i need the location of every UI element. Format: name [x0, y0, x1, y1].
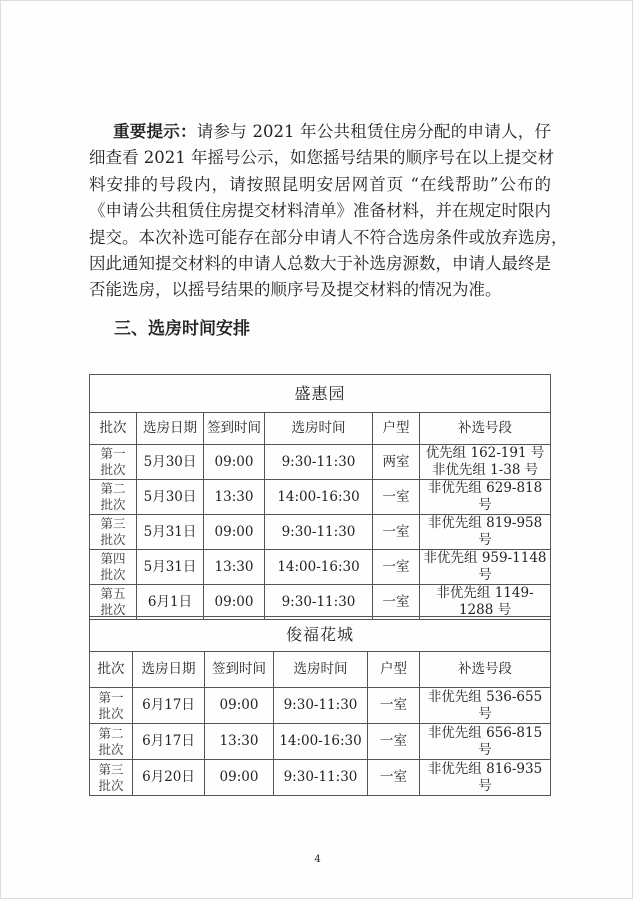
notice-line: 《申请公共租赁住房提交材料清单》准备材料，并在规定时限内: [89, 201, 551, 221]
table-title: 俊福花城: [90, 617, 551, 652]
cell-range: 非优先组 629-818 号: [420, 480, 551, 515]
cell-date: 6月17日: [133, 724, 205, 760]
cell-time: 14:00-16:30: [274, 724, 368, 760]
cell-checkin: 13:30: [204, 550, 265, 585]
column-header: 选房时间: [265, 413, 373, 445]
cell-batch: 第一批次: [90, 445, 137, 480]
table-row: [90, 688, 551, 724]
cell-time: 14:00-16:30: [265, 550, 373, 585]
cell-date: 5月30日: [137, 445, 204, 480]
cell-range: 非优先组 819-958 号: [420, 515, 551, 550]
cell-date: 5月31日: [137, 515, 204, 550]
table-header-row: [90, 413, 551, 445]
section-heading: 三、选房时间安排: [114, 319, 250, 339]
cell-checkin: 09:00: [204, 585, 265, 620]
cell-checkin: 09:00: [205, 760, 274, 796]
cell-batch: 第五批次: [90, 585, 137, 620]
cell-checkin: 09:00: [204, 515, 265, 550]
cell-time: 9:30-11:30: [265, 585, 373, 620]
cell-date: 6月17日: [133, 688, 205, 724]
column-header: 补选号段: [420, 652, 551, 688]
table-row: [90, 515, 551, 550]
notice-line: 否能选房，以摇号结果的顺序号及提交材料的情况为准。: [89, 280, 502, 300]
table-title: 盛惠园: [90, 375, 551, 413]
cell-time: 9:30-11:30: [265, 515, 373, 550]
cell-range: 非优先组 959-1148 号: [420, 550, 551, 585]
table-row: [90, 550, 551, 585]
schedule-table-shenghuiyuan: [89, 374, 551, 620]
notice-label: 重要提示：: [113, 122, 197, 141]
column-header: 批次: [90, 413, 137, 445]
column-header: 选房日期: [137, 413, 204, 445]
table-row: [90, 724, 551, 760]
column-header: 批次: [90, 652, 133, 688]
column-header: 选房时间: [274, 652, 368, 688]
cell-time: 9:30-11:30: [265, 445, 373, 480]
column-header: 签到时间: [204, 413, 265, 445]
cell-date: 5月30日: [137, 480, 204, 515]
cell-batch: 第三批次: [90, 760, 133, 796]
cell-range: 非优先组 656-815 号: [420, 724, 551, 760]
page-number: 4: [314, 854, 321, 865]
column-header: 补选号段: [420, 413, 551, 445]
cell-batch: 第二批次: [90, 724, 133, 760]
notice-paragraph: [89, 119, 568, 304]
cell-date: 5月31日: [137, 550, 204, 585]
cell-time: 9:30-11:30: [274, 688, 368, 724]
cell-type: 一室: [373, 515, 420, 550]
cell-type: 两室: [373, 445, 420, 480]
cell-date: 6月20日: [133, 760, 205, 796]
cell-range: 非优先组 1149-1288 号: [420, 585, 551, 620]
cell-checkin: 13:30: [204, 480, 265, 515]
cell-type: 一室: [368, 688, 420, 724]
column-header: 签到时间: [205, 652, 274, 688]
cell-date: 6月1日: [137, 585, 204, 620]
column-header: 户型: [373, 413, 420, 445]
cell-type: 一室: [373, 550, 420, 585]
table-row: [90, 585, 551, 620]
cell-time: 14:00-16:30: [265, 480, 373, 515]
cell-checkin: 09:00: [204, 445, 265, 480]
cell-batch: 第二批次: [90, 480, 137, 515]
cell-batch: 第四批次: [90, 550, 137, 585]
cell-range: 优先组 162-191 号 非优先组 1-38 号: [420, 445, 551, 480]
notice-line: 因此通知提交材料的申请人总数大于补选房源数，申请人最终是: [89, 253, 551, 273]
cell-type: 一室: [373, 480, 420, 515]
cell-checkin: 13:30: [205, 724, 274, 760]
table-row: [90, 445, 551, 480]
table-row: [90, 760, 551, 796]
cell-type: 一室: [368, 760, 420, 796]
cell-range: 非优先组 536-655 号: [420, 688, 551, 724]
table-row: [90, 480, 551, 515]
notice-line: 提交。本次补选可能存在部分申请人不符合选房条件或放弃选房，: [89, 227, 568, 247]
cell-range: 非优先组 816-935 号: [420, 760, 551, 796]
cell-type: 一室: [368, 724, 420, 760]
cell-time: 9:30-11:30: [274, 760, 368, 796]
cell-batch: 第三批次: [90, 515, 137, 550]
column-header: 选房日期: [133, 652, 205, 688]
notice-line: 料安排的号段内，请按照昆明安居网首页 “在线帮助”公布的: [89, 174, 551, 194]
notice-line: 细查看 2021 年摇号公示，如您摇号结果的顺序号在以上提交材: [89, 148, 554, 168]
schedule-table-junfuhuacheng: [89, 616, 551, 796]
notice-line: 重要提示：请参与 2021 年公共租赁住房分配的申请人，仔: [113, 122, 552, 141]
cell-batch: 第一批次: [90, 688, 133, 724]
column-header: 户型: [368, 652, 420, 688]
cell-type: 一室: [373, 585, 420, 620]
cell-checkin: 09:00: [205, 688, 274, 724]
table-header-row: [90, 652, 551, 688]
